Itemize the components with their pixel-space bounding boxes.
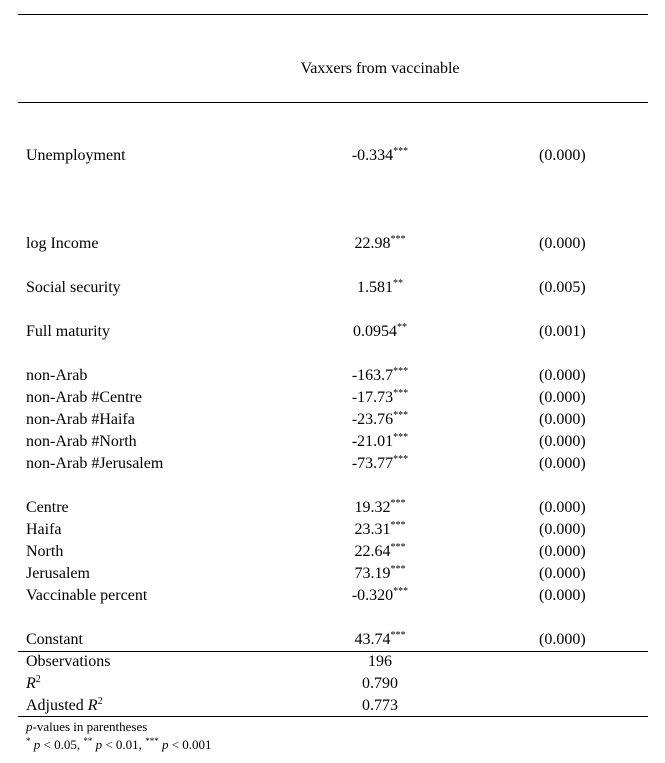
- significance-stars: ***: [393, 432, 409, 443]
- significance-stars: ***: [390, 234, 406, 245]
- row-label-constant: Constant: [26, 631, 83, 648]
- top-rule: [18, 14, 648, 15]
- observations-value: 196: [368, 653, 392, 670]
- note-pvalues: p-values in parentheses: [26, 719, 148, 734]
- pval-vaccinable-percent: (0.000): [539, 587, 586, 604]
- significance-stars: ***: [390, 520, 406, 531]
- observations-label: Observations: [26, 653, 111, 670]
- pval-full-maturity: (0.001): [539, 323, 586, 340]
- pval-non-arab-haifa: (0.000): [539, 411, 586, 428]
- coef-log-income: 22.98***: [354, 234, 406, 252]
- pval-log-income: (0.000): [539, 235, 586, 252]
- coef-haifa: 23.31***: [354, 520, 406, 538]
- row-label-non-arab-jerusalem: non-Arab #Jerusalem: [26, 455, 164, 472]
- pval-unemployment: (0.000): [539, 147, 586, 164]
- row-label-log-income: log Income: [26, 235, 99, 252]
- column-header: Vaxxers from vaccinable: [300, 60, 460, 77]
- row-label-non-arab-north: non-Arab #North: [26, 433, 137, 450]
- coef-vaccinable-percent: -0.320***: [351, 586, 409, 604]
- significance-stars: ***: [393, 586, 409, 597]
- significance-stars: ***: [393, 388, 409, 399]
- pval-north: (0.000): [539, 543, 586, 560]
- coef-non-arab-north: -21.01***: [351, 432, 409, 450]
- coef-non-arab: -163.7***: [351, 366, 409, 384]
- significance-stars: **: [393, 278, 403, 289]
- row-label-non-arab-haifa: non-Arab #Haifa: [26, 411, 135, 428]
- row-label-north: North: [26, 543, 64, 560]
- adj-r2-value: 0.773: [362, 697, 398, 714]
- r2-label: $R^2$: [26, 674, 41, 692]
- adj-r2-label: Adjusted $R^2$: [26, 696, 103, 714]
- significance-stars: **: [397, 322, 407, 333]
- r2-value: 0.790: [362, 675, 398, 692]
- row-label-non-arab: non-Arab: [26, 367, 88, 384]
- row-label-centre: Centre: [26, 499, 69, 516]
- pval-constant: (0.000): [539, 631, 586, 648]
- row-label-unemployment: Unemployment: [26, 147, 126, 164]
- coef-centre: 19.32***: [354, 498, 406, 516]
- significance-stars: ***: [393, 454, 409, 465]
- pval-social-security: (0.005): [539, 279, 586, 296]
- pval-jerusalem: (0.000): [539, 565, 586, 582]
- header-rule: [18, 102, 648, 103]
- significance-stars: ***: [390, 564, 406, 575]
- coef-unemployment: -0.334***: [351, 146, 409, 164]
- coef-constant: 43.74***: [354, 630, 406, 648]
- row-label-haifa: Haifa: [26, 521, 62, 538]
- coef-non-arab-centre: -17.73***: [351, 388, 409, 406]
- row-label-jerusalem: Jerusalem: [26, 565, 90, 582]
- coef-social-security: 1.581**: [357, 278, 403, 296]
- significance-stars: ***: [393, 146, 409, 157]
- pval-non-arab-centre: (0.000): [539, 389, 586, 406]
- coef-jerusalem: 73.19***: [354, 564, 406, 582]
- coef-non-arab-jerusalem: -73.77***: [351, 454, 409, 472]
- significance-stars: ***: [390, 542, 406, 553]
- pval-haifa: (0.000): [539, 521, 586, 538]
- pval-non-arab: (0.000): [539, 367, 586, 384]
- coef-full-maturity: 0.0954**: [353, 322, 407, 340]
- row-label-non-arab-centre: non-Arab #Centre: [26, 389, 142, 406]
- pval-non-arab-north: (0.000): [539, 433, 586, 450]
- significance-stars: ***: [390, 498, 406, 509]
- pval-non-arab-jerusalem: (0.000): [539, 455, 586, 472]
- row-label-social-security: Social security: [26, 279, 121, 296]
- coef-non-arab-haifa: -23.76***: [351, 410, 409, 428]
- note-significance: * p < 0.05, ** p < 0.01, *** p < 0.001: [26, 736, 212, 752]
- significance-stars: ***: [393, 410, 409, 421]
- coef-north: 22.64***: [354, 542, 406, 560]
- row-label-full-maturity: Full maturity: [26, 323, 110, 340]
- significance-stars: ***: [393, 366, 409, 377]
- significance-stars: ***: [390, 630, 406, 641]
- row-label-vaccinable-percent: Vaccinable percent: [26, 587, 148, 604]
- pval-centre: (0.000): [539, 499, 586, 516]
